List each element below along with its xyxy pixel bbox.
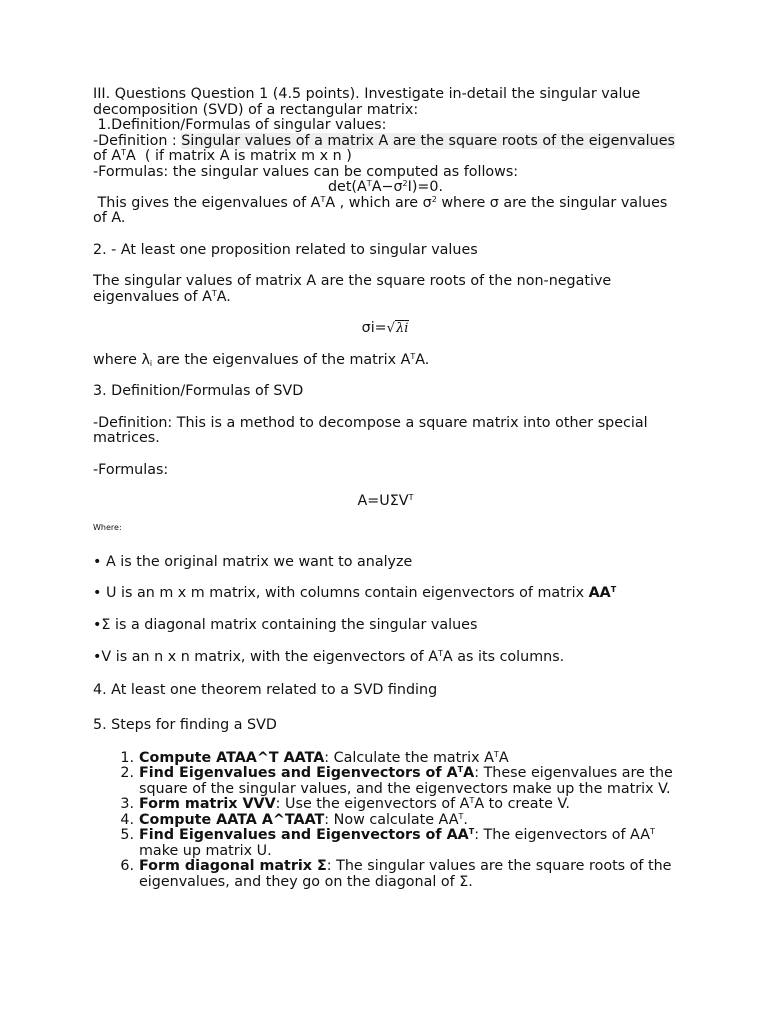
definition-highlighted-text: Singular values of a matrix A are the square roots of the eigenvalues	[181, 132, 675, 149]
section-5-title: 5. Steps for finding a SVD	[93, 717, 277, 733]
svd-eq-main: A=UΣV	[357, 493, 409, 509]
step-bold: Find Eigenvalues and Eigenvectors of AA	[139, 827, 469, 843]
bullet4-part-b: A as its columns.	[442, 649, 565, 665]
proposition-line2-b: A.	[216, 288, 231, 305]
eigenvalue-explanation	[93, 196, 678, 227]
svd-formulas-label: -Formulas:	[93, 461, 169, 478]
spacer	[93, 533, 678, 555]
bullet2-transpose-sup: T	[610, 585, 617, 594]
step-text-line-2: square of the singular values, and the eigenvectors make up the matrix V.	[139, 780, 671, 797]
sigma-equation	[93, 321, 678, 337]
step-bold-sup: T	[468, 827, 475, 836]
step-item	[120, 858, 678, 890]
step-bold-sup: T	[457, 765, 464, 774]
svd-definition	[93, 416, 678, 447]
document-page	[93, 87, 678, 890]
step-bold: Compute AATA A^TAAT	[139, 811, 325, 828]
gives-square-sup: 2	[431, 194, 437, 204]
bullet-item	[93, 586, 678, 602]
step-number: 2.	[120, 765, 134, 781]
section-1-title: 1.Definition/Formulas of singular values:	[93, 117, 387, 133]
step-bold-b: A	[463, 765, 475, 781]
where-part-b: are the eigenvalues of the matrix A	[152, 351, 411, 368]
where-part-c: A.	[415, 351, 430, 368]
step-sup: T	[469, 796, 475, 805]
spacer	[93, 447, 678, 463]
step-text-b: .	[463, 811, 468, 828]
step-text-line-2: eigenvalues, and they go on the diagonal of Σ.	[139, 873, 473, 890]
det-part-b: A−σ	[371, 179, 403, 195]
determinant-equation	[93, 180, 678, 196]
bullet-item	[93, 650, 678, 666]
step-text-b: A	[498, 749, 509, 766]
bullet-item: • A is the original matrix we want to analyze	[93, 553, 413, 570]
step-text: : The eigenvectors of AA	[474, 827, 651, 843]
gives-line-2: of A.	[93, 210, 126, 226]
definition-line2-b: A ( if matrix A is matrix m x n )	[126, 148, 352, 164]
step-sup: T	[493, 749, 499, 759]
heading-line-2: decomposition (SVD) of a rectangular matrix:	[93, 101, 419, 118]
spacer	[93, 305, 678, 321]
step-number: 4.	[120, 811, 134, 828]
spacer	[93, 734, 678, 751]
section-3-title: 3. Definition/Formulas of SVD	[93, 383, 304, 399]
step-text: : The singular values are the square roots of the	[326, 858, 672, 874]
step-item	[120, 796, 678, 813]
lambda-sub: i	[149, 358, 153, 368]
det-part-c: I)=0.	[407, 179, 444, 195]
proposition-transpose-sup: T	[211, 288, 217, 298]
bullet4-transpose-sup: T	[438, 649, 443, 658]
definition-prefix: -Definition :	[93, 132, 182, 149]
step-text-line-2: make up matrix U.	[139, 842, 272, 859]
proposition-line2-a: eigenvalues of A	[93, 288, 212, 305]
bullet4-part-a: •V is an n x n matrix, with the eigenvectors of A	[93, 649, 439, 665]
radical-sign: √	[386, 321, 395, 336]
step-text: : These eigenvalues are the	[474, 765, 673, 781]
step-number: 6.	[120, 858, 134, 874]
formulas-intro: -Formulas: the singular values can be computed as follows:	[93, 163, 519, 180]
bullet-item: •Σ is a diagonal matrix containing the singular values	[93, 616, 478, 633]
step-item	[120, 811, 678, 829]
question-heading	[93, 87, 678, 118]
step-bold: Find Eigenvalues and Eigenvectors of A	[139, 765, 458, 781]
spacer	[93, 666, 678, 683]
sigma-eq-lhs: σi=	[361, 320, 387, 336]
step-number: 3.	[120, 796, 134, 812]
spacer	[93, 227, 678, 243]
step-text: : Calculate the matrix A	[324, 749, 494, 766]
step-number: 5.	[120, 827, 134, 843]
svd-def-line-1: -Definition: This is a method to decompose a square matrix into other special	[93, 414, 648, 431]
radicand: λi	[395, 321, 409, 336]
square-root	[387, 321, 410, 337]
svd-eq-transpose-sup: T	[408, 493, 414, 502]
gives-part-a: This gives the eigenvalues of A	[93, 194, 321, 211]
gives-part-c: where σ are the singular values	[436, 194, 668, 211]
gives-transpose-sup: T	[320, 194, 326, 204]
step-bold: Form diagonal matrix Σ	[139, 858, 327, 874]
step-text: : Now calculate AA	[324, 811, 459, 828]
det-square-sup: 2	[402, 179, 408, 188]
spacer	[93, 602, 678, 618]
step-bold: Compute ATAA^T AATA	[139, 749, 325, 766]
step-text-b: A to create V.	[474, 796, 570, 812]
bullet2-text: • U is an m x m matrix, with columns contain eigenvectors of matrix	[93, 585, 589, 601]
det-part-a: det(A	[327, 179, 367, 195]
spacer	[93, 510, 678, 523]
step-item	[120, 827, 678, 859]
proposition-paragraph	[93, 274, 678, 305]
section-4-title: 4. At least one theorem related to a SVD finding	[93, 681, 438, 698]
definition-line2-a: of A	[93, 148, 122, 164]
gives-part-b: A , which are σ	[325, 194, 432, 211]
step-text: : Use the eigenvectors of A	[275, 796, 470, 812]
spacer	[93, 337, 678, 353]
spacer	[93, 633, 678, 650]
transpose-sup: T	[121, 148, 126, 157]
lambda-explanation	[93, 353, 678, 369]
definition-paragraph	[93, 134, 678, 165]
spacer	[93, 258, 678, 274]
svd-def-line-2: matrices.	[93, 430, 160, 446]
spacer	[93, 698, 678, 718]
where-transpose-sup: T	[410, 351, 416, 361]
step-bold: Form matrix VVV	[139, 796, 276, 812]
det-transpose-sup: T	[366, 179, 372, 188]
steps-list	[93, 751, 678, 891]
where-part-a: where λ	[93, 351, 150, 368]
where-small-label: Where:	[93, 522, 122, 532]
spacer	[93, 400, 678, 416]
bullet2-bold: AA	[588, 585, 611, 601]
spacer	[93, 368, 678, 384]
step-sup: T	[650, 827, 655, 836]
step-sup: T	[458, 811, 464, 821]
step-number: 1.	[120, 749, 134, 766]
step-item	[120, 749, 678, 767]
step-item	[120, 765, 678, 797]
heading-line-1: III. Questions Question 1 (4.5 points). Investigate in-detail the singular value	[93, 86, 641, 102]
spacer	[93, 570, 678, 586]
spacer	[93, 478, 678, 494]
proposition-line-1: The singular values of matrix A are the square roots of the non-negative	[93, 273, 612, 289]
svd-equation	[93, 494, 678, 510]
section-2-title: 2. - At least one proposition related to singular values	[93, 241, 478, 258]
